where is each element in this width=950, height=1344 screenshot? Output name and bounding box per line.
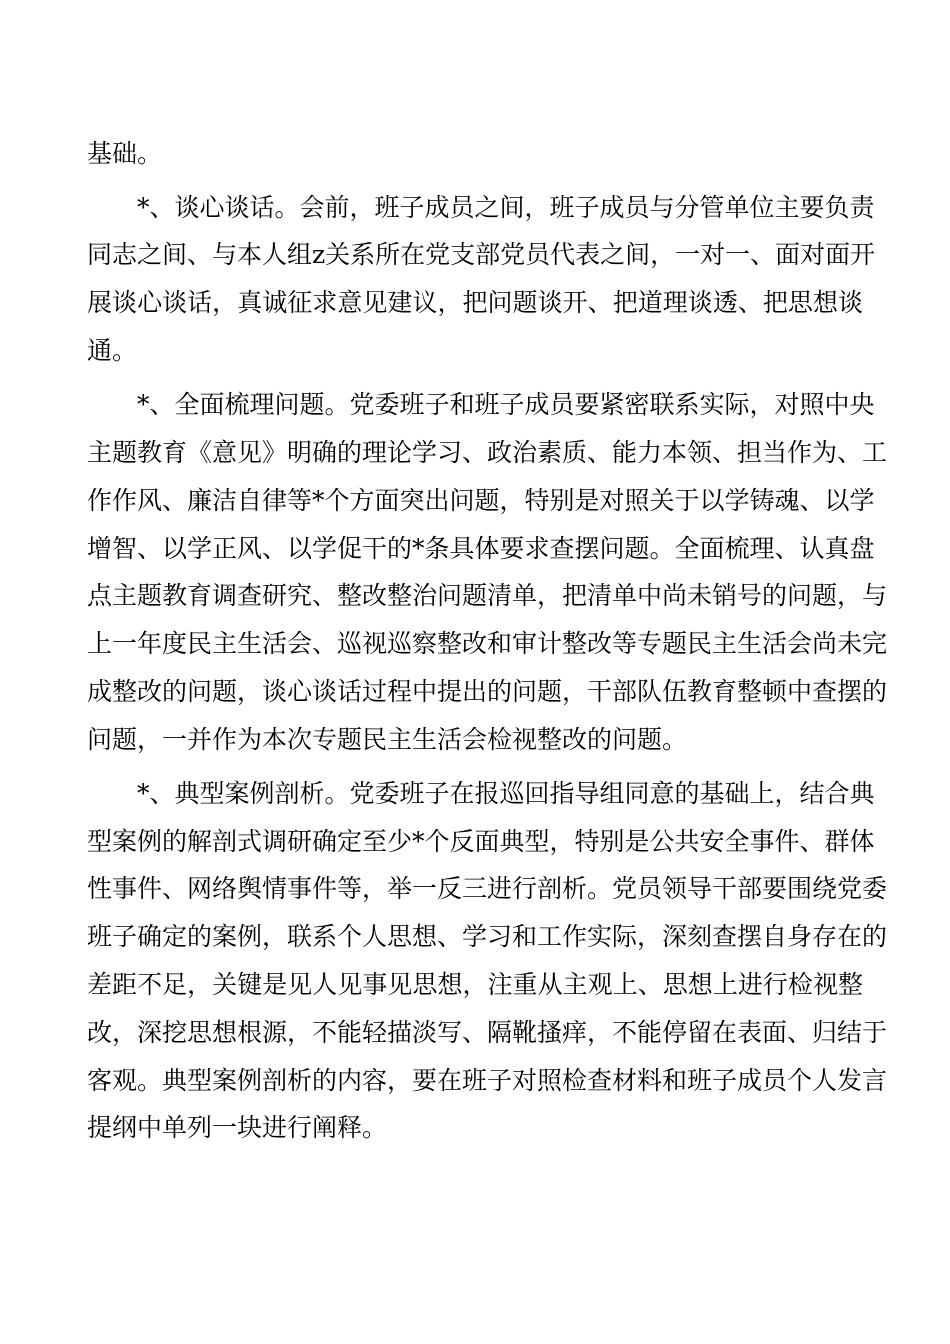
paragraph-2-line-4: 点主题教育调查研究、整改整治问题清单，把清单中尚未销号的问题，与 xyxy=(87,581,888,610)
paragraph-3-line-1: 型案例的解剖式调研确定至少*个反面典型，特别是公共安全事件、群体 xyxy=(87,827,875,856)
paragraph-1-line-2: 展谈心谈话，真诚征求意见建议，把问题谈开、把道理谈透、把思想谈 xyxy=(87,288,863,317)
paragraph-1-line-1: 同志之间、与本人组z关系所在党支部党员代表之间，一对一、面对面开 xyxy=(87,240,876,269)
paragraph-3-line-4: 差距不足，关键是见人见事见思想，注重从主观上、思想上进行检视整 xyxy=(87,970,863,999)
paragraph-2-line-2: 作作风、廉洁自律等*个方面突出问题，特别是对照关于以学铸魂、以学 xyxy=(87,486,875,515)
paragraph-2-line-3: 增智、以学正风、以学促干的*条具体要求查摆问题。全面梳理、认真盘 xyxy=(87,534,875,563)
paragraph-3-line-3: 班子确定的案例，联系个人思想、学习和工作实际，深刻查摆自身存在的 xyxy=(87,922,888,951)
paragraph-3-line-0: *、典型案例剖析。党委班子在报巡回指导组同意的基础上，结合典 xyxy=(137,779,875,808)
paragraph-0-line-0: 基础。 xyxy=(87,139,163,168)
paragraph-2-line-1: 主题教育《意见》明确的理论学习、政治素质、能力本领、担当作为、工 xyxy=(87,438,888,467)
paragraph-1-line-0: *、谈心谈话。会前，班子成员之间，班子成员与分管单位主要负责 xyxy=(137,193,875,222)
paragraph-3-line-7: 提纲中单列一块进行阐释。 xyxy=(87,1113,388,1142)
paragraph-3-line-5: 改，深挖思想根源，不能轻描淡写、隔靴搔痒，不能停留在表面、归结于 xyxy=(87,1018,888,1047)
paragraph-2-line-6: 成整改的问题，谈心谈话过程中提出的问题，干部队伍教育整顿中查摆的 xyxy=(87,677,888,706)
paragraph-1-line-3: 通。 xyxy=(87,336,138,365)
paragraph-2-line-5: 上一年度民主生活会、巡视巡察整改和审计整改等专题民主生活会尚未完 xyxy=(87,629,888,658)
paragraph-3-line-2: 性事件、网络舆情事件等，举一反三进行剖析。党员领导干部要围绕党委 xyxy=(87,874,888,903)
paragraph-2-line-0: *、全面梳理问题。党委班子和班子成员要紧密联系实际，对照中央 xyxy=(137,390,875,419)
paragraph-2-line-7: 问题，一并作为本次专题民主生活会检视整改的问题。 xyxy=(87,725,688,754)
paragraph-3-line-6: 客观。典型案例剖析的内容，要在班子对照检查材料和班子成员个人发言 xyxy=(87,1066,888,1095)
